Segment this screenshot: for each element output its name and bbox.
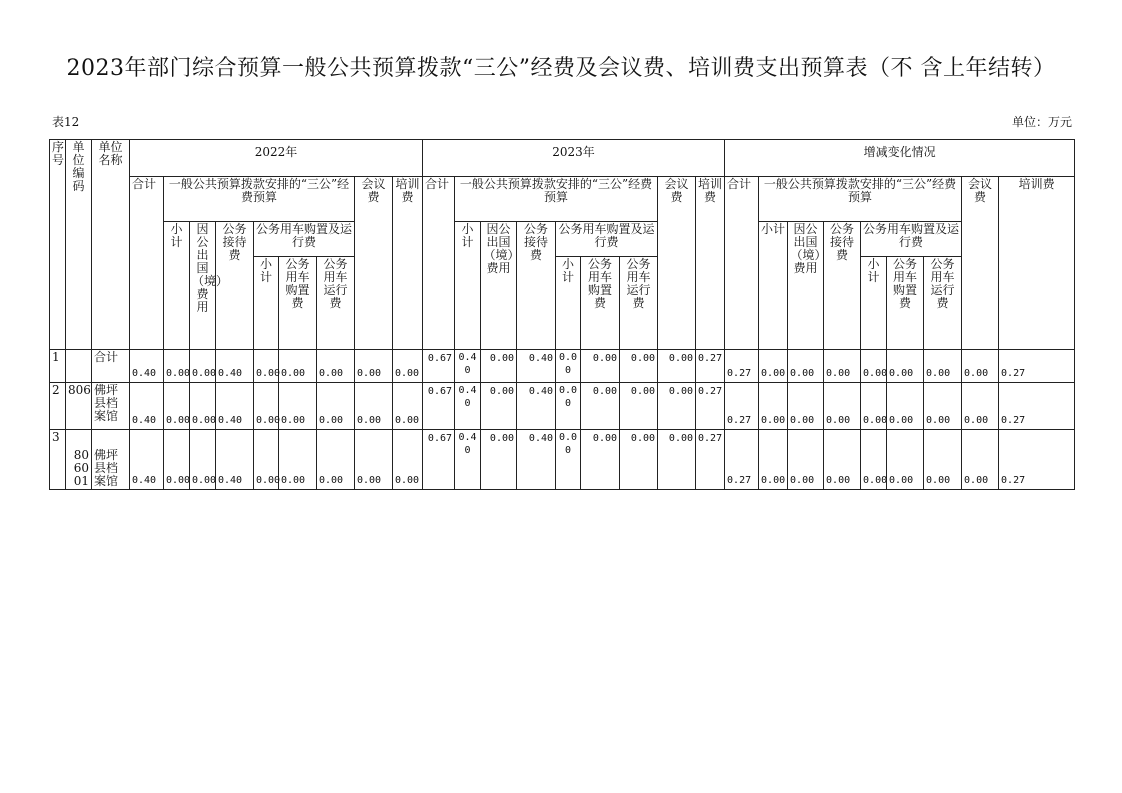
header-seq: 序号 bbox=[50, 140, 66, 350]
header-change-vehicle-run: 公务用车运行费 bbox=[924, 257, 962, 350]
row-2023-value: 0.00 bbox=[620, 350, 658, 383]
row-change-value: 0.00 bbox=[887, 383, 924, 430]
row-2022-value: 0.40 bbox=[130, 350, 164, 383]
header-2023-subtotal: 小计 bbox=[455, 222, 481, 350]
row-2023-value: 0.00 bbox=[658, 350, 696, 383]
header-2022-reception: 公务接待费 bbox=[216, 222, 254, 350]
header-2022-training: 培训费 bbox=[393, 177, 423, 350]
row-change-value: 0.00 bbox=[824, 383, 861, 430]
row-change-value: 0.00 bbox=[824, 350, 861, 383]
row-change-value: 0.27 bbox=[999, 430, 1075, 490]
row-2023-value: 0.27 bbox=[696, 383, 725, 430]
row-2022-value: 0.40 bbox=[216, 383, 254, 430]
row-change-value: 0.27 bbox=[725, 383, 759, 430]
row-2023-value: 0.00 bbox=[556, 350, 581, 383]
row-change-value: 0.00 bbox=[962, 350, 999, 383]
header-2023-training: 培训费 bbox=[696, 177, 725, 350]
unit-label: 单位：万元 bbox=[1011, 115, 1072, 129]
row-2023-value: 0.67 bbox=[423, 430, 455, 490]
row-2023-value: 0.00 bbox=[620, 430, 658, 490]
row-2022-value: 0.00 bbox=[164, 383, 190, 430]
budget-table bbox=[49, 139, 1075, 490]
page-title: 2023年部门综合预算一般公共预算拨款“三公”经费及会议费、培训费支出预算表（不 含上年结转） bbox=[66, 56, 1056, 81]
row-2022-value: 0.00 bbox=[317, 383, 355, 430]
row-change-value: 0.00 bbox=[759, 350, 788, 383]
header-2022-abroad: 因公出国（境）费用 bbox=[190, 222, 216, 350]
row-2023-value: 0.40 bbox=[517, 350, 556, 383]
row-change-value: 0.00 bbox=[861, 350, 887, 383]
row-change-value: 0.00 bbox=[861, 430, 887, 490]
row-2022-value: 0.00 bbox=[355, 350, 393, 383]
row-unit-name: 佛坪县档案馆 bbox=[92, 430, 130, 490]
row-2022-value: 0.40 bbox=[130, 383, 164, 430]
table-row bbox=[50, 430, 1075, 490]
row-change-value: 0.00 bbox=[887, 350, 924, 383]
header-2022-subtotal: 小计 bbox=[164, 222, 190, 350]
table-body bbox=[50, 350, 1075, 490]
header-change-vehicle-subtotal: 小计 bbox=[861, 257, 887, 350]
header-2023-reception: 公务接待费 bbox=[517, 222, 556, 350]
table-row bbox=[50, 383, 1075, 430]
header-2023-vehicle-subtotal: 小计 bbox=[556, 257, 581, 350]
header-2023-vehicle: 公务用车购置及运行费 bbox=[556, 222, 658, 257]
header-change-total: 合计 bbox=[725, 177, 759, 350]
row-change-value: 0.00 bbox=[924, 430, 962, 490]
row-seq: 3 bbox=[50, 430, 66, 490]
row-change-value: 0.00 bbox=[824, 430, 861, 490]
row-unit-name: 合计 bbox=[92, 350, 130, 383]
row-2022-value: 0.00 bbox=[317, 350, 355, 383]
row-change-value: 0.27 bbox=[999, 350, 1075, 383]
row-2022-value: 0.00 bbox=[355, 383, 393, 430]
row-2022-value: 0.00 bbox=[190, 383, 216, 430]
row-change-value: 0.27 bbox=[725, 430, 759, 490]
row-2022-value: 0.00 bbox=[393, 430, 423, 490]
row-2023-value: 0.00 bbox=[556, 383, 581, 430]
header-unit-name: 单位名称 bbox=[92, 140, 130, 350]
header-change-vehicle-buy: 公务用车购置费 bbox=[887, 257, 924, 350]
row-2023-value: 0.27 bbox=[696, 350, 725, 383]
row-change-value: 0.27 bbox=[725, 350, 759, 383]
row-2023-value: 0.27 bbox=[696, 430, 725, 490]
row-2022-value: 0.00 bbox=[393, 383, 423, 430]
header-2023-total: 合计 bbox=[423, 177, 455, 350]
row-change-value: 0.00 bbox=[788, 383, 824, 430]
header-2023-meeting: 会议费 bbox=[658, 177, 696, 350]
row-change-value: 0.00 bbox=[759, 383, 788, 430]
header-2023-vehicle-buy: 公务用车购置费 bbox=[581, 257, 620, 350]
row-seq: 1 bbox=[50, 350, 66, 383]
row-2022-value: 0.00 bbox=[254, 430, 279, 490]
row-change-value: 0.00 bbox=[861, 383, 887, 430]
row-2023-value: 0.40 bbox=[455, 350, 481, 383]
row-change-value: 0.00 bbox=[924, 383, 962, 430]
row-2022-value: 0.00 bbox=[164, 350, 190, 383]
header-2023-abroad: 因公出国（境）费用 bbox=[481, 222, 517, 350]
table-header bbox=[50, 140, 1075, 350]
header-year-2023: 2023年 bbox=[423, 140, 725, 177]
row-2022-value: 0.00 bbox=[279, 350, 317, 383]
row-2023-value: 0.40 bbox=[455, 383, 481, 430]
header-change-training: 培训费 bbox=[999, 177, 1075, 350]
header-2023-sangong: 一般公共预算拨款安排的“三公”经费预算 bbox=[455, 177, 658, 222]
row-unit-code: 806001 bbox=[66, 430, 92, 490]
header-2022-vehicle-subtotal: 小计 bbox=[254, 257, 279, 350]
header-change-meeting: 会议费 bbox=[962, 177, 999, 350]
row-2022-value: 0.00 bbox=[279, 430, 317, 490]
header-2022-meeting: 会议费 bbox=[355, 177, 393, 350]
header-change-subtotal: 小计 bbox=[759, 222, 788, 350]
row-2022-value: 0.00 bbox=[164, 430, 190, 490]
header-2022-total: 合计 bbox=[130, 177, 164, 350]
row-2023-value: 0.00 bbox=[658, 430, 696, 490]
row-2023-value: 0.40 bbox=[455, 430, 481, 490]
header-change: 增减变化情况 bbox=[725, 140, 1075, 177]
row-2023-value: 0.00 bbox=[481, 383, 517, 430]
header-year-2022: 2022年 bbox=[130, 140, 423, 177]
row-change-value: 0.00 bbox=[759, 430, 788, 490]
header-change-abroad: 因公出国（境）费用 bbox=[788, 222, 824, 350]
row-2022-value: 0.00 bbox=[190, 350, 216, 383]
row-change-value: 0.00 bbox=[788, 430, 824, 490]
row-2023-value: 0.00 bbox=[556, 430, 581, 490]
row-2022-value: 0.40 bbox=[216, 430, 254, 490]
row-2023-value: 0.00 bbox=[481, 350, 517, 383]
row-2023-value: 0.00 bbox=[658, 383, 696, 430]
header-2022-vehicle-run: 公务用车运行费 bbox=[317, 257, 355, 350]
row-2023-value: 0.00 bbox=[581, 350, 620, 383]
row-2023-value: 0.00 bbox=[481, 430, 517, 490]
row-change-value: 0.00 bbox=[962, 383, 999, 430]
row-2022-value: 0.00 bbox=[254, 383, 279, 430]
row-change-value: 0.00 bbox=[788, 350, 824, 383]
row-2022-value: 0.00 bbox=[254, 350, 279, 383]
header-unit-code: 单位编码 bbox=[66, 140, 92, 350]
row-change-value: 0.00 bbox=[887, 430, 924, 490]
row-unit-code: 806 bbox=[66, 383, 92, 430]
header-change-sangong: 一般公共预算拨款安排的“三公”经费预算 bbox=[759, 177, 962, 222]
row-change-value: 0.27 bbox=[999, 383, 1075, 430]
row-2022-value: 0.00 bbox=[393, 350, 423, 383]
row-2023-value: 0.00 bbox=[581, 430, 620, 490]
header-change-vehicle: 公务用车购置及运行费 bbox=[861, 222, 962, 257]
row-2023-value: 0.00 bbox=[581, 383, 620, 430]
table-number: 表12 bbox=[52, 115, 80, 129]
row-2022-value: 0.40 bbox=[130, 430, 164, 490]
row-unit-name: 佛坪县档案馆 bbox=[92, 383, 130, 430]
header-2022-vehicle-buy: 公务用车购置费 bbox=[279, 257, 317, 350]
row-2023-value: 0.67 bbox=[423, 383, 455, 430]
header-2023-vehicle-run: 公务用车运行费 bbox=[620, 257, 658, 350]
row-2023-value: 0.00 bbox=[620, 383, 658, 430]
row-unit-code bbox=[66, 350, 92, 383]
header-2022-sangong: 一般公共预算拨款安排的“三公”经费预算 bbox=[164, 177, 355, 222]
row-2023-value: 0.67 bbox=[423, 350, 455, 383]
row-2022-value: 0.00 bbox=[279, 383, 317, 430]
header-change-reception: 公务接待费 bbox=[824, 222, 861, 350]
row-2022-value: 0.00 bbox=[317, 430, 355, 490]
row-change-value: 0.00 bbox=[962, 430, 999, 490]
row-2022-value: 0.00 bbox=[190, 430, 216, 490]
row-seq: 2 bbox=[50, 383, 66, 430]
row-change-value: 0.00 bbox=[924, 350, 962, 383]
header-2022-vehicle: 公务用车购置及运行费 bbox=[254, 222, 355, 257]
row-2023-value: 0.40 bbox=[517, 383, 556, 430]
row-2022-value: 0.40 bbox=[216, 350, 254, 383]
table-row bbox=[50, 350, 1075, 383]
row-2023-value: 0.40 bbox=[517, 430, 556, 490]
row-2022-value: 0.00 bbox=[355, 430, 393, 490]
